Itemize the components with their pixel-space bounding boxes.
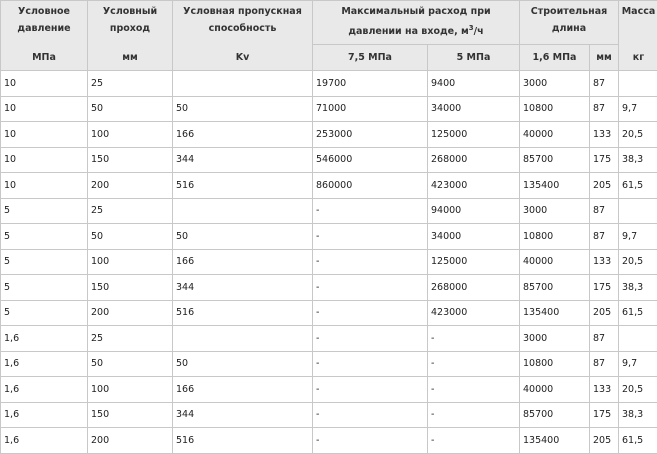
cell-flow-7-5: - (313, 326, 428, 352)
cell-flow-7-5: - (313, 249, 428, 275)
cell-bore: 150 (88, 275, 173, 301)
cell-flow-1-6: 85700 (520, 147, 590, 173)
cell-length: 205 (590, 300, 619, 326)
header-nominal-bore: Условный проход (88, 1, 173, 45)
cell-mass: 61,5 (619, 300, 657, 326)
cell-flow-7-5: 253000 (313, 122, 428, 148)
cell-flow-7-5: - (313, 351, 428, 377)
cell-flow-7-5: - (313, 300, 428, 326)
cell-kv: 344 (173, 402, 313, 428)
cell-pressure: 10 (1, 96, 88, 122)
cell-pressure: 10 (1, 173, 88, 199)
cell-mass: 38,3 (619, 147, 657, 173)
unit-bore: мм (88, 45, 173, 71)
header-max-flow (313, 1, 520, 45)
cell-flow-1-6: 10800 (520, 224, 590, 250)
cell-mass: 9,7 (619, 351, 657, 377)
cell-flow-1-6: 40000 (520, 249, 590, 275)
table-row (1, 96, 657, 122)
unit-pressure: МПа (1, 45, 88, 71)
cell-flow-1-6: 40000 (520, 122, 590, 148)
cell-flow-1-6: 135400 (520, 300, 590, 326)
cell-flow-7-5: 71000 (313, 96, 428, 122)
cell-mass: 9,7 (619, 224, 657, 250)
table-row (1, 428, 657, 454)
unit-flow-1-6: 1,6 МПа (520, 45, 590, 71)
table-row (1, 326, 657, 352)
cell-flow-5: 125000 (428, 122, 520, 148)
cell-flow-7-5: - (313, 377, 428, 403)
cell-flow-1-6: 40000 (520, 377, 590, 403)
cell-bore: 200 (88, 173, 173, 199)
cell-bore: 50 (88, 224, 173, 250)
cell-flow-7-5: 546000 (313, 147, 428, 173)
cell-length: 175 (590, 275, 619, 301)
cell-length: 133 (590, 377, 619, 403)
cell-length: 175 (590, 402, 619, 428)
table-row (1, 147, 657, 173)
header-max-flow-unit-rest: /ч (474, 26, 484, 37)
cell-length: 175 (590, 147, 619, 173)
cell-kv: 166 (173, 122, 313, 148)
cell-mass: 20,5 (619, 122, 657, 148)
cell-flow-7-5: - (313, 402, 428, 428)
cell-pressure: 1,6 (1, 402, 88, 428)
cell-pressure: 1,6 (1, 377, 88, 403)
unit-length: мм (590, 45, 619, 71)
cell-pressure: 5 (1, 300, 88, 326)
cell-kv: 516 (173, 300, 313, 326)
cell-flow-5: 423000 (428, 173, 520, 199)
cell-flow-5: 94000 (428, 198, 520, 224)
cell-mass: 38,3 (619, 402, 657, 428)
cell-kv: 166 (173, 249, 313, 275)
cell-mass: 9,7 (619, 96, 657, 122)
cell-pressure: 10 (1, 71, 88, 97)
cell-kv (173, 71, 313, 97)
cell-flow-5: - (428, 351, 520, 377)
cell-length: 87 (590, 326, 619, 352)
cell-length: 87 (590, 96, 619, 122)
cell-flow-7-5: - (313, 428, 428, 454)
cell-kv: 50 (173, 351, 313, 377)
cell-bore: 200 (88, 300, 173, 326)
cell-flow-5: - (428, 377, 520, 403)
cell-flow-1-6: 10800 (520, 96, 590, 122)
table-row (1, 173, 657, 199)
cell-flow-1-6: 135400 (520, 428, 590, 454)
cell-bore: 100 (88, 249, 173, 275)
cell-length: 87 (590, 224, 619, 250)
cell-flow-7-5: 19700 (313, 71, 428, 97)
cell-mass (619, 326, 657, 352)
cell-kv (173, 326, 313, 352)
table-row (1, 249, 657, 275)
cell-kv: 344 (173, 275, 313, 301)
cell-length: 87 (590, 71, 619, 97)
cell-pressure: 1,6 (1, 428, 88, 454)
cell-bore: 50 (88, 96, 173, 122)
header-construction-length: Строительная длина (520, 1, 619, 45)
cell-pressure: 1,6 (1, 351, 88, 377)
cell-kv: 516 (173, 428, 313, 454)
cell-length: 205 (590, 428, 619, 454)
table-row (1, 122, 657, 148)
cell-flow-5: 268000 (428, 275, 520, 301)
table-row (1, 300, 657, 326)
cell-flow-5: - (428, 428, 520, 454)
unit-flow-7-5: 7,5 МПа (313, 45, 428, 71)
cell-flow-5: 34000 (428, 224, 520, 250)
cell-flow-1-6: 3000 (520, 326, 590, 352)
cell-pressure: 1,6 (1, 326, 88, 352)
header-max-flow-unit-sup: 3 (469, 24, 474, 32)
cell-kv: 50 (173, 96, 313, 122)
cell-mass (619, 71, 657, 97)
cell-mass: 20,5 (619, 249, 657, 275)
cell-bore: 25 (88, 326, 173, 352)
cell-bore: 100 (88, 122, 173, 148)
cell-bore: 150 (88, 147, 173, 173)
cell-flow-1-6: 3000 (520, 198, 590, 224)
cell-flow-1-6: 135400 (520, 173, 590, 199)
table-row (1, 377, 657, 403)
table-row (1, 224, 657, 250)
cell-flow-1-6: 85700 (520, 275, 590, 301)
header-flow-capacity: Условная пропускная способность (173, 1, 313, 45)
cell-kv: 166 (173, 377, 313, 403)
cell-length: 87 (590, 351, 619, 377)
cell-mass: 61,5 (619, 173, 657, 199)
cell-mass: 61,5 (619, 428, 657, 454)
cell-bore: 100 (88, 377, 173, 403)
cell-flow-1-6: 10800 (520, 351, 590, 377)
cell-mass: 20,5 (619, 377, 657, 403)
cell-pressure: 10 (1, 122, 88, 148)
cell-kv: 50 (173, 224, 313, 250)
cell-flow-7-5: - (313, 275, 428, 301)
table-row (1, 275, 657, 301)
cell-pressure: 5 (1, 224, 88, 250)
cell-bore: 25 (88, 71, 173, 97)
cell-pressure: 5 (1, 198, 88, 224)
cell-flow-7-5: - (313, 198, 428, 224)
cell-length: 205 (590, 173, 619, 199)
cell-flow-7-5: - (313, 224, 428, 250)
cell-flow-7-5: 860000 (313, 173, 428, 199)
cell-length: 133 (590, 249, 619, 275)
cell-flow-5: - (428, 326, 520, 352)
cell-mass (619, 198, 657, 224)
header-row-units (1, 45, 657, 71)
header-max-flow-label: Максимальный расход при давлении на входе, м (341, 6, 490, 37)
header-nominal-pressure: Условное давление (1, 1, 88, 45)
cell-length: 133 (590, 122, 619, 148)
cell-kv: 344 (173, 147, 313, 173)
cell-flow-5: 9400 (428, 71, 520, 97)
table-row (1, 71, 657, 97)
unit-flow-5: 5 МПа (428, 45, 520, 71)
table-row (1, 351, 657, 377)
header-mass: Масса (619, 1, 657, 45)
header-row-titles (1, 1, 657, 45)
cell-pressure: 10 (1, 147, 88, 173)
cell-bore: 150 (88, 402, 173, 428)
unit-kv: Kv (173, 45, 313, 71)
cell-bore: 200 (88, 428, 173, 454)
cell-bore: 25 (88, 198, 173, 224)
cell-flow-5: 268000 (428, 147, 520, 173)
table-row (1, 402, 657, 428)
cell-pressure: 5 (1, 275, 88, 301)
table-row (1, 198, 657, 224)
cell-flow-1-6: 85700 (520, 402, 590, 428)
cell-bore: 50 (88, 351, 173, 377)
cell-pressure: 5 (1, 249, 88, 275)
cell-length: 87 (590, 198, 619, 224)
cell-flow-5: 423000 (428, 300, 520, 326)
cell-mass: 38,3 (619, 275, 657, 301)
cell-flow-5: 125000 (428, 249, 520, 275)
cell-kv: 516 (173, 173, 313, 199)
cell-kv (173, 198, 313, 224)
cell-flow-1-6: 3000 (520, 71, 590, 97)
unit-mass: кг (619, 45, 657, 71)
cell-flow-5: - (428, 402, 520, 428)
cell-flow-5: 34000 (428, 96, 520, 122)
